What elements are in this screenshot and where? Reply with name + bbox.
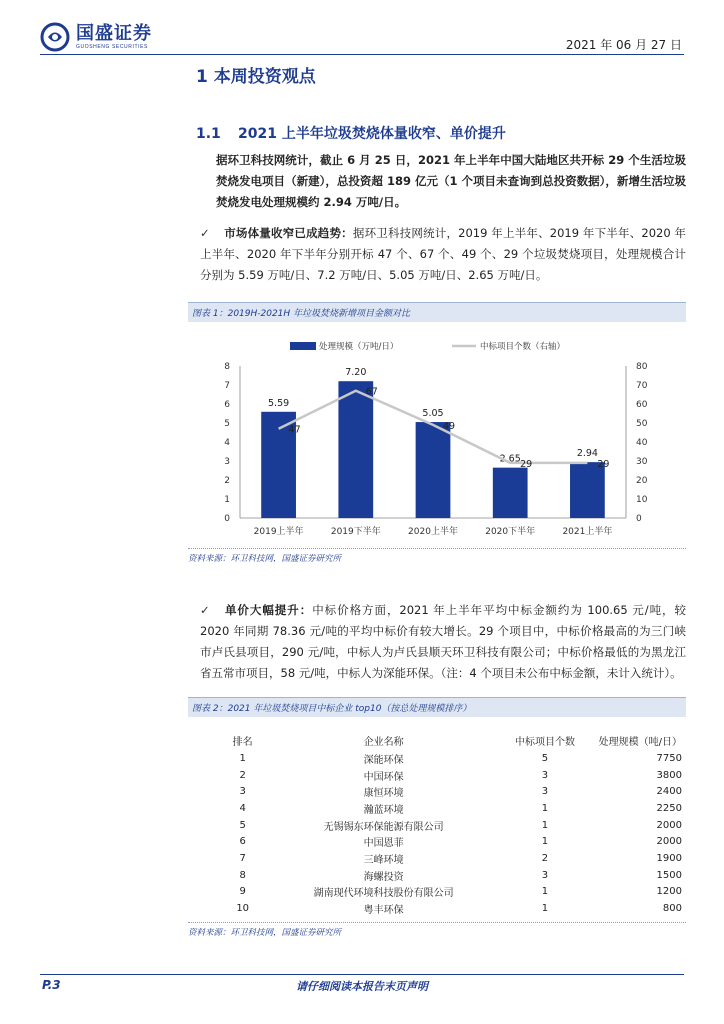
cell-company: 深能环保 xyxy=(363,754,404,766)
y-tick-label-right: 40 xyxy=(636,438,648,448)
cell-rank: 8 xyxy=(239,869,246,881)
check-icon: ✓ xyxy=(200,603,210,617)
x-tick-label: 2021上半年 xyxy=(562,527,613,537)
table-row xyxy=(210,867,690,884)
y-axis-left xyxy=(224,362,240,524)
x-tick-label: 2020下半年 xyxy=(485,527,536,537)
cell-company: 粤丰环保 xyxy=(363,905,404,917)
table-row xyxy=(210,783,690,800)
table-row xyxy=(210,850,690,867)
figure-caption: 图表 1：2019H-2021H 年垃圾焚烧新增项目金额对比 xyxy=(192,309,411,319)
table-row xyxy=(210,767,690,784)
cell-project-count: 1 xyxy=(541,903,549,915)
report-date: 2021 年 06 月 27 日 xyxy=(565,38,682,52)
line-data-label: 29 xyxy=(520,458,533,470)
summary-paragraph: 据环卫科技网统计，截止 6 月 25 日，2021 年上半年中国大陆地区共开标 29 个生活垃圾焚烧发电项目（新建），总投资超 189 亿元（1 个项目未查询到总投资数据），新增生活垃圾焚烧发电处理规模约 2.94 万吨/日。 xyxy=(216,153,686,209)
bar xyxy=(416,422,451,518)
cell-capacity: 1200 xyxy=(656,886,682,898)
figure-source: 资料来源：环卫科技网，国盛证券研究所 xyxy=(188,554,342,564)
source-divider xyxy=(188,922,686,923)
cell-rank: 9 xyxy=(239,886,246,898)
cell-capacity: 2000 xyxy=(656,836,682,848)
bar-data-label: 7.20 xyxy=(345,367,367,379)
y-axis-right xyxy=(626,362,648,524)
header-rule xyxy=(40,54,684,55)
brand-name-cn: 国盛证券 xyxy=(76,22,152,44)
line-data-label: 47 xyxy=(288,424,301,436)
header-capacity: 处理规模（吨/日） xyxy=(598,736,682,748)
cell-rank: 4 xyxy=(239,802,246,814)
point-market-volume xyxy=(200,223,686,286)
page-number: P.3 xyxy=(42,978,61,992)
cell-project-count: 3 xyxy=(541,786,549,798)
cell-project-count: 3 xyxy=(541,769,549,781)
bar-series xyxy=(261,367,605,518)
cell-capacity: 7750 xyxy=(656,752,682,764)
header-rank: 排名 xyxy=(232,736,253,748)
bar xyxy=(493,468,528,518)
y-tick-label-left: 2 xyxy=(224,476,230,486)
y-tick-label-left: 4 xyxy=(224,438,230,448)
subsection-title: 2021 上半年垃圾焚烧体量收窄、单价提升 xyxy=(238,126,506,142)
point-lead: 市场体量收窄已成趋势： xyxy=(224,226,353,240)
table-row xyxy=(210,817,690,834)
cell-project-count: 1 xyxy=(541,819,549,831)
cell-project-count: 2 xyxy=(541,852,549,864)
point-text: 中标价格方面，2021 年上半年平均中标金额约为 100.65 元/吨，较 2020 年同期 78.36 元/吨的平均中标价有较大增长。29 个项目中，中标价格最高的为三门峡市卢氏县项目，290 元/吨，中标人为卢氏县顺天环卫科技有限公司；中标价格最低的为黑龙江省五常市项目，58 元/吨，中标人为深能环保。（注：4 个项目未公布中标金额，未计入统计）。 xyxy=(200,603,687,680)
cell-project-count: 1 xyxy=(541,836,549,848)
y-tick-label-left: 1 xyxy=(224,495,230,505)
check-icon: ✓ xyxy=(200,226,210,240)
y-tick-label-right: 60 xyxy=(636,400,648,410)
cell-capacity: 3800 xyxy=(656,769,682,781)
cell-rank: 5 xyxy=(239,819,246,831)
cell-company: 瀚蓝环境 xyxy=(363,804,404,816)
top10-table xyxy=(210,730,690,917)
cell-company: 中国恩菲 xyxy=(363,838,404,850)
cell-company: 三峰环境 xyxy=(363,854,404,866)
cell-company: 湖南现代环境科技股份有限公司 xyxy=(313,888,454,900)
line-data-label: 67 xyxy=(365,386,378,398)
table-row xyxy=(210,800,690,817)
section-heading: 1 本周投资观点 xyxy=(196,67,316,87)
y-tick-label-left: 6 xyxy=(224,400,230,410)
bar-data-label: 5.59 xyxy=(268,397,290,409)
table-caption-bar xyxy=(188,697,686,717)
table-header-row xyxy=(210,730,690,750)
table-body xyxy=(210,750,690,917)
cell-capacity: 800 xyxy=(662,903,682,915)
legend xyxy=(290,341,565,352)
x-tick-label: 2019上半年 xyxy=(253,527,304,537)
point-price-rise xyxy=(200,600,686,684)
header-project-count: 中标项目个数 xyxy=(514,736,575,748)
y-tick-label-left: 3 xyxy=(224,457,230,467)
cell-rank: 6 xyxy=(239,836,246,848)
subsection-heading xyxy=(196,123,506,143)
subsection-number: 1.1 xyxy=(196,126,221,142)
cell-capacity: 2400 xyxy=(656,786,682,798)
point-lead: 单价大幅提升： xyxy=(224,603,313,617)
cell-capacity: 2250 xyxy=(656,802,682,814)
x-axis-labels xyxy=(254,525,613,537)
y-tick-label-left: 5 xyxy=(224,419,230,429)
y-tick-label-right: 70 xyxy=(636,381,648,391)
cell-project-count: 1 xyxy=(541,886,549,898)
y-tick-label-left: 0 xyxy=(224,514,230,524)
cell-company: 无锡锡东环保能源有限公司 xyxy=(323,821,444,833)
legend-line-label: 中标项目个数（右轴） xyxy=(480,342,566,352)
disclaimer-note: 请仔细阅读本报告末页声明 xyxy=(296,980,428,993)
table-row xyxy=(210,750,690,767)
cell-capacity: 1900 xyxy=(656,852,682,864)
cell-rank: 3 xyxy=(239,786,246,798)
cell-rank: 2 xyxy=(239,769,246,781)
line-data-label: 49 xyxy=(442,420,456,432)
cell-rank: 1 xyxy=(239,752,246,764)
legend-bar-label: 处理规模（万吨/日） xyxy=(319,342,399,352)
bar-data-label: 5.05 xyxy=(422,408,444,420)
brand-name-en: GUOSHENG SECURITIES xyxy=(76,43,148,50)
bar-data-label: 2.94 xyxy=(576,448,598,460)
cell-capacity: 2000 xyxy=(656,819,682,831)
figure-caption-bar xyxy=(188,302,686,322)
cell-company: 康恒环境 xyxy=(363,788,404,800)
header-company: 企业名称 xyxy=(363,736,404,748)
footer-rule xyxy=(40,974,684,975)
cell-rank: 7 xyxy=(239,852,246,864)
bar xyxy=(338,381,373,518)
brand-logo xyxy=(40,22,152,52)
cell-project-count: 5 xyxy=(541,752,549,764)
x-tick-label: 2020上半年 xyxy=(408,527,458,537)
y-tick-label-right: 80 xyxy=(636,362,648,372)
cell-company: 海螺投资 xyxy=(363,871,404,883)
table-caption: 图表 2：2021 年垃圾焚烧项目中标企业 top10（按总处理规模排序） xyxy=(192,704,472,714)
y-tick-label-left: 7 xyxy=(224,381,230,391)
line-data-label: 29 xyxy=(597,458,610,470)
cell-project-count: 1 xyxy=(541,802,549,814)
cell-rank: 10 xyxy=(236,903,250,915)
bar-data-label: 2.65 xyxy=(499,453,521,465)
table-source: 资料来源：环卫科技网，国盛证券研究所 xyxy=(188,928,342,938)
table-row xyxy=(210,900,690,917)
guosheng-logo-icon xyxy=(40,22,70,52)
table-row xyxy=(210,833,690,850)
cell-project-count: 3 xyxy=(541,869,549,881)
y-tick-label-right: 10 xyxy=(636,495,648,505)
table-row xyxy=(210,884,690,901)
y-tick-label-right: 30 xyxy=(636,457,648,467)
x-tick-label: 2019下半年 xyxy=(330,527,381,537)
cell-company: 中国环保 xyxy=(363,771,404,783)
legend-bar-swatch xyxy=(290,342,316,350)
y-tick-label-right: 20 xyxy=(636,476,648,486)
source-divider xyxy=(188,548,686,549)
bar xyxy=(570,462,605,518)
combo-chart xyxy=(196,328,686,546)
point-text: 据环卫科技网统计，2019 年上半年、2019 年下半年、2020 年上半年、2020 年下半年分别开标 47 个、67 个、49 个、29 个垃圾焚烧项目，处理规模合计分别为 5.59 万吨/日、7.2 万吨/日、5.05 万吨/日、2.65 万吨/日。 xyxy=(200,226,687,282)
y-tick-label-left: 8 xyxy=(224,362,230,372)
cell-capacity: 1500 xyxy=(656,869,682,881)
y-tick-label-right: 0 xyxy=(636,514,642,524)
y-tick-label-right: 50 xyxy=(636,419,648,429)
